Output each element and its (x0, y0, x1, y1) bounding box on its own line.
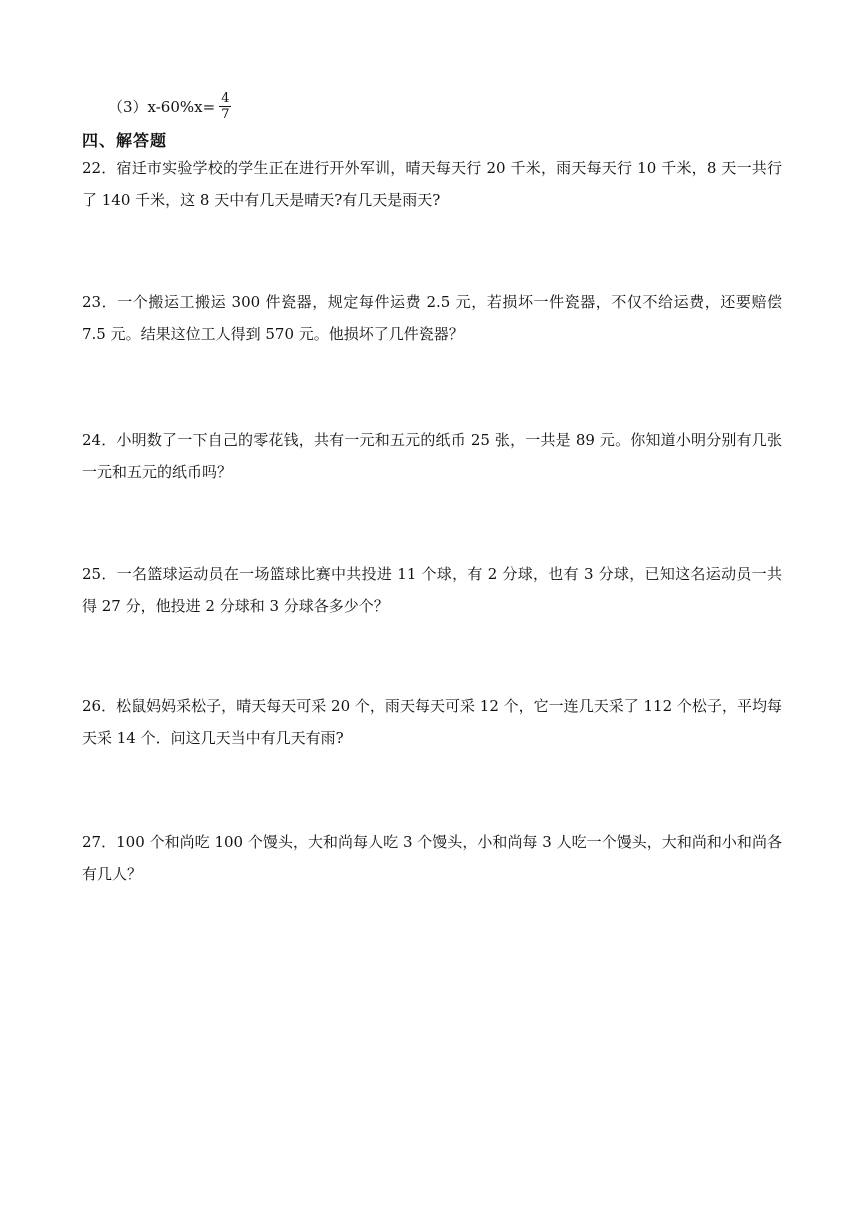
equation-line (108, 92, 231, 121)
fraction-denominator: 7 (221, 107, 230, 122)
question-23 (82, 286, 782, 350)
question-text: 小明数了一下自己的零花钱，共有一元和五元的纸币 25 张，一共是 89 元。你知道小明分别有几张一元和五元的纸币吗？ (82, 431, 782, 481)
question-number: 25． (82, 565, 117, 583)
question-text: 松鼠妈妈采松子，晴天每天可采 20 个，雨天每天可采 12 个，它一连几天采了 112 个松子，平均每天采 14 个．问这几天当中有几天有雨? (82, 697, 782, 747)
question-text: 一名篮球运动员在一场篮球比赛中共投进 11 个球，有 2 分球，也有 3 分球，已知这名运动员一共得 27 分，他投进 2 分球和 3 分球各多少个？ (82, 565, 782, 615)
question-26 (82, 690, 782, 754)
question-number: 27． (82, 833, 117, 851)
question-number: 24． (82, 431, 117, 449)
question-number: 23． (82, 293, 118, 311)
question-22 (82, 152, 782, 216)
question-24 (82, 424, 782, 488)
question-number: 26． (82, 697, 117, 715)
question-text: 一个搬运工搬运 300 件瓷器，规定每件运费 2.5 元，若损坏一件瓷器，不仅不给运费，还要赔偿 7.5 元。结果这位工人得到 570 元。他损坏了几件瓷器？ (82, 293, 783, 343)
equation-fraction (219, 92, 231, 121)
fraction-numerator: 4 (221, 91, 230, 106)
equation-prefix: （3）x-60%x= (108, 98, 216, 116)
question-text: 100 个和尚吃 100 个馒头，大和尚每人吃 3 个馒头，小和尚每 3 人吃一个馒头，大和尚和小和尚各有几人？ (82, 833, 782, 883)
question-text: 宿迁市实验学校的学生正在进行开外军训，晴天每天行 20 千米，雨天每天行 10 千米，8 天一共行了 140 千米，这 8 天中有几天是晴天?有几天是雨天? (82, 159, 783, 209)
question-25 (82, 558, 782, 622)
question-number: 22． (82, 159, 117, 177)
section-title: 四、解答题 (82, 131, 168, 150)
question-27 (82, 826, 782, 890)
